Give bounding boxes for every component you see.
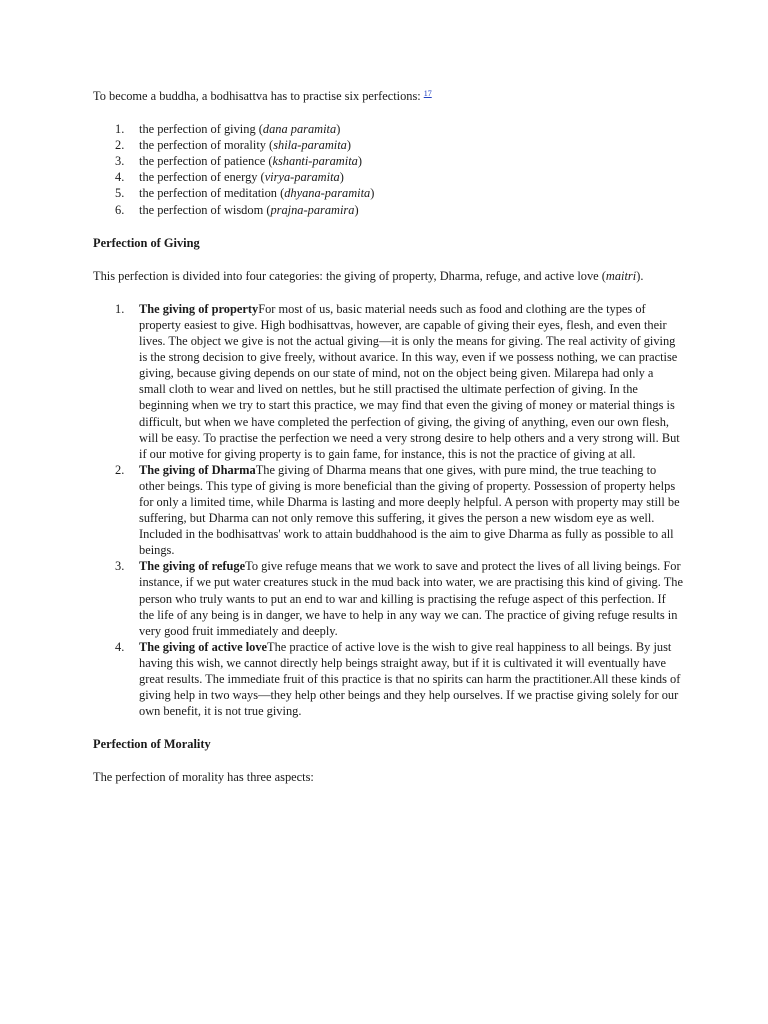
list-text: the perfection of energy ( [139, 170, 265, 185]
document-page [93, 86, 683, 785]
list-text: the perfection of meditation ( [139, 186, 285, 201]
item-title: The giving of property [139, 301, 259, 316]
list-item [93, 169, 683, 185]
giving-intro-close: ). [636, 268, 644, 283]
intro-paragraph [93, 86, 683, 104]
item-body: To give refuge means that we work to save and protect the lives of all living beings. For instance, if we put water creatures stuck in the mud back into water, we are practising this kind of giving. The person who truly wants to put an end to war and killing is practising the refuge aspect of this perfection. If the life of any being is in danger, we have to help in any way we can. The practice of giving refuge results in very good fruit immediately and deeply. [139, 559, 683, 638]
list-number: 1. [115, 122, 125, 137]
list-number: 4. [115, 170, 125, 185]
intro-text: To become a buddha, a bodhisattva has to practise six perfections: [93, 89, 421, 103]
list-item [93, 121, 683, 137]
list-close: ) [370, 186, 375, 201]
footnote-link[interactable]: 17 [423, 89, 432, 98]
list-number: 5. [115, 186, 125, 201]
giving-intro-paragraph [93, 268, 683, 284]
item-body: The practice of active love is the wish to give real happiness to all beings. By just having this wish, we cannot directly help beings straight away, but if it is cultivated it will eventually have great results. The immediate fruit of this practice is that no spirits can harm the practitioner.All these kinds of giving help in two ways—they help other beings and they help ourselves. If we practise giving solely for our own benefit, it is not true giving. [139, 639, 681, 719]
section-heading-morality: Perfection of Morality [93, 737, 211, 752]
list-item [93, 153, 683, 169]
list-text: the perfection of patience ( [139, 154, 273, 169]
list-item [93, 185, 683, 201]
item-title: The giving of Dharma [139, 462, 256, 477]
list-item [93, 462, 683, 559]
sanskrit-term: dana paramita [262, 122, 337, 137]
list-number: 6. [115, 202, 125, 217]
giving-intro-text: This perfection is divided into four categories: the giving of property, Dharma, refuge, and active love ( [93, 268, 606, 283]
item-body: The giving of Dharma means that one gives, with pure mind, the true teaching to other beings. This type of giving is more beneficial than the giving of property. Possession of property helps for only a limited time, while Dharma is lasting and more deeply helpful. A person with property may still be suffering, but Dharma can not only remove this suffering, it gives the person a new wisdom eye as well. Included in the bodhisattvas' work to attain buddhahood is the aim to give Dharma as fully as possible to all beings. [139, 462, 680, 558]
list-close: ) [354, 202, 359, 217]
list-item [93, 639, 683, 719]
list-number: 2. [115, 462, 125, 477]
list-close: ) [346, 138, 351, 153]
list-item [93, 202, 683, 218]
list-item [93, 558, 683, 638]
list-close: ) [339, 170, 344, 185]
morality-intro-paragraph: The perfection of morality has three aspects: [93, 770, 314, 785]
list-number: 1. [115, 301, 125, 316]
sanskrit-term: shila-paramita [273, 138, 347, 153]
list-item [93, 137, 683, 153]
list-close: ) [357, 154, 362, 169]
sanskrit-term: dhyana-paramita [284, 186, 371, 201]
sanskrit-term: kshanti-paramita [272, 154, 358, 169]
item-body: For most of us, basic material needs such as food and clothing are the types of property easiest to give. High bodhisattvas, however, are capable of giving their eyes, flesh, and even their lives. The object we give is not the actual giving—it is only the means for giving. The real activity of giving is the strong decision to give freely, without avarice. In this way, even if we possess nothing, we can practise giving, because giving depends on our state of mind, not on the object being given. Milarepa had only a small cloth to wear and lived on nettles, but he still practised the ultimate perfection of giving. In the beginning when we try to start this practice, we may find that even the giving of money or material things is difficult, but when we have completed the perfection of giving, the giving of anything, even our own flesh, will be easy. To practise the perfection we need a very strong desire to help others and a very strong will. But if our motive for giving property is to gain fame, for instance, this is not the practice of giving at all. [139, 301, 680, 461]
list-number: 3. [115, 154, 125, 169]
list-text: the perfection of giving ( [139, 122, 263, 137]
sanskrit-term: prajna-paramira [270, 202, 355, 217]
perfections-list [93, 121, 683, 218]
sanskrit-term: maitri [605, 268, 637, 283]
list-number: 2. [115, 138, 125, 153]
list-number: 3. [115, 559, 125, 574]
list-close: ) [336, 122, 341, 137]
item-title: The giving of refuge [139, 559, 246, 574]
list-text: the perfection of morality ( [139, 138, 274, 153]
list-text: the perfection of wisdom ( [139, 202, 271, 217]
item-title: The giving of active love [139, 639, 268, 654]
giving-categories-list [93, 301, 683, 719]
list-number: 4. [115, 639, 125, 654]
list-item [93, 301, 683, 462]
section-heading-giving: Perfection of Giving [93, 235, 200, 250]
sanskrit-term: virya-paramita [264, 170, 340, 185]
